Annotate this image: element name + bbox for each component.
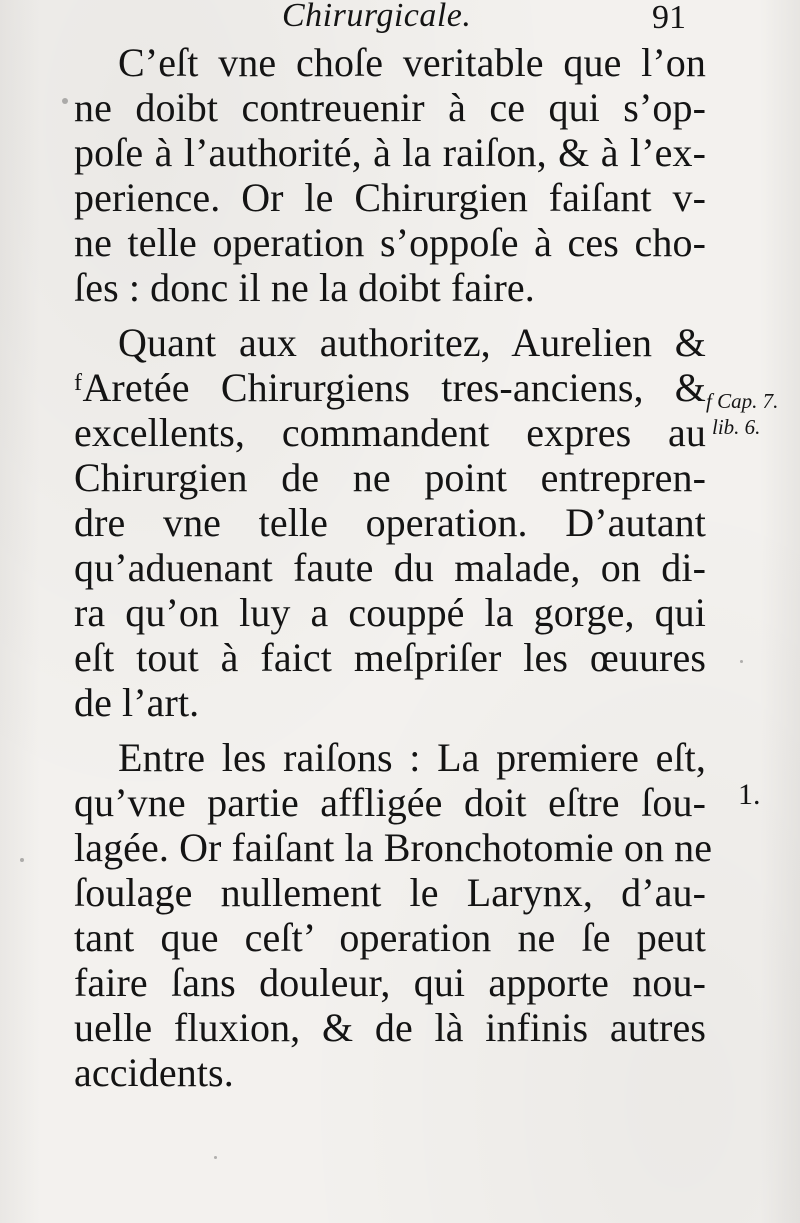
margin-reason-number: 1. bbox=[738, 778, 761, 811]
text-block bbox=[74, 40, 713, 1095]
text-line: excellents, commandent expres au bbox=[74, 410, 706, 455]
paragraph-1 bbox=[74, 40, 706, 310]
ink-speck bbox=[740, 660, 743, 663]
text-line: C’eſt vne choſe veritable que l’on bbox=[118, 40, 706, 85]
ink-speck bbox=[62, 98, 68, 104]
text-line: Entre les raiſons : La premiere eſt, bbox=[118, 735, 706, 780]
text-line: poſe à l’authorité, à la raiſon, & à l’ex- bbox=[74, 130, 706, 175]
text-line: Quant aux authoritez, Aurelien & bbox=[118, 320, 706, 365]
margin-citation-line2: lib. 6. bbox=[712, 415, 761, 439]
page-number: 91 bbox=[652, 0, 686, 36]
margin-citation-line1: f Cap. 7. bbox=[706, 389, 779, 413]
text-line: ra qu’on luy a couppé la gorge, qui bbox=[74, 590, 706, 635]
text-line: lagée. Or faiſant la Bronchotomie on ne bbox=[74, 825, 713, 870]
text-line: ſoulage nullement le Larynx, d’au- bbox=[74, 870, 706, 915]
text-line: tant que ceſt’ operation ne ſe peut bbox=[74, 915, 706, 960]
text-line: accidents. bbox=[74, 1050, 234, 1095]
text-line: Chirurgien de ne point entrepren- bbox=[74, 455, 706, 500]
ink-speck bbox=[214, 1156, 217, 1159]
text-line: perience. Or le Chirurgien faiſant v- bbox=[74, 175, 706, 220]
ink-speck bbox=[20, 858, 24, 862]
running-title: Chirurgicale. bbox=[282, 0, 472, 34]
paragraph-3 bbox=[74, 735, 713, 1095]
text-line: faire ſans douleur, qui apporte nou- bbox=[74, 960, 706, 1005]
text-line: de l’art. bbox=[74, 680, 200, 725]
text-line: ſes : donc il ne la doibt faire. bbox=[74, 265, 535, 310]
text-line: ne telle operation s’oppoſe à ces cho- bbox=[74, 220, 706, 265]
paragraph-2 bbox=[74, 320, 706, 725]
text-line: uelle fluxion, & de là infinis autres bbox=[74, 1005, 706, 1050]
text-line: qu’vne partie affligée doit eſtre ſou- bbox=[74, 780, 706, 825]
text-line: eſt tout à faict meſpriſer les œuures bbox=[74, 635, 706, 680]
text-line: dre vne telle operation. D’autant bbox=[74, 500, 706, 545]
text-line: ne doibt contreuenir à ce qui s’op- bbox=[74, 85, 706, 130]
text-line: qu’aduenant faute du malade, on di- bbox=[74, 545, 706, 590]
text-line: ᶠAretée Chirurgiens tres-anciens, & bbox=[74, 365, 706, 410]
